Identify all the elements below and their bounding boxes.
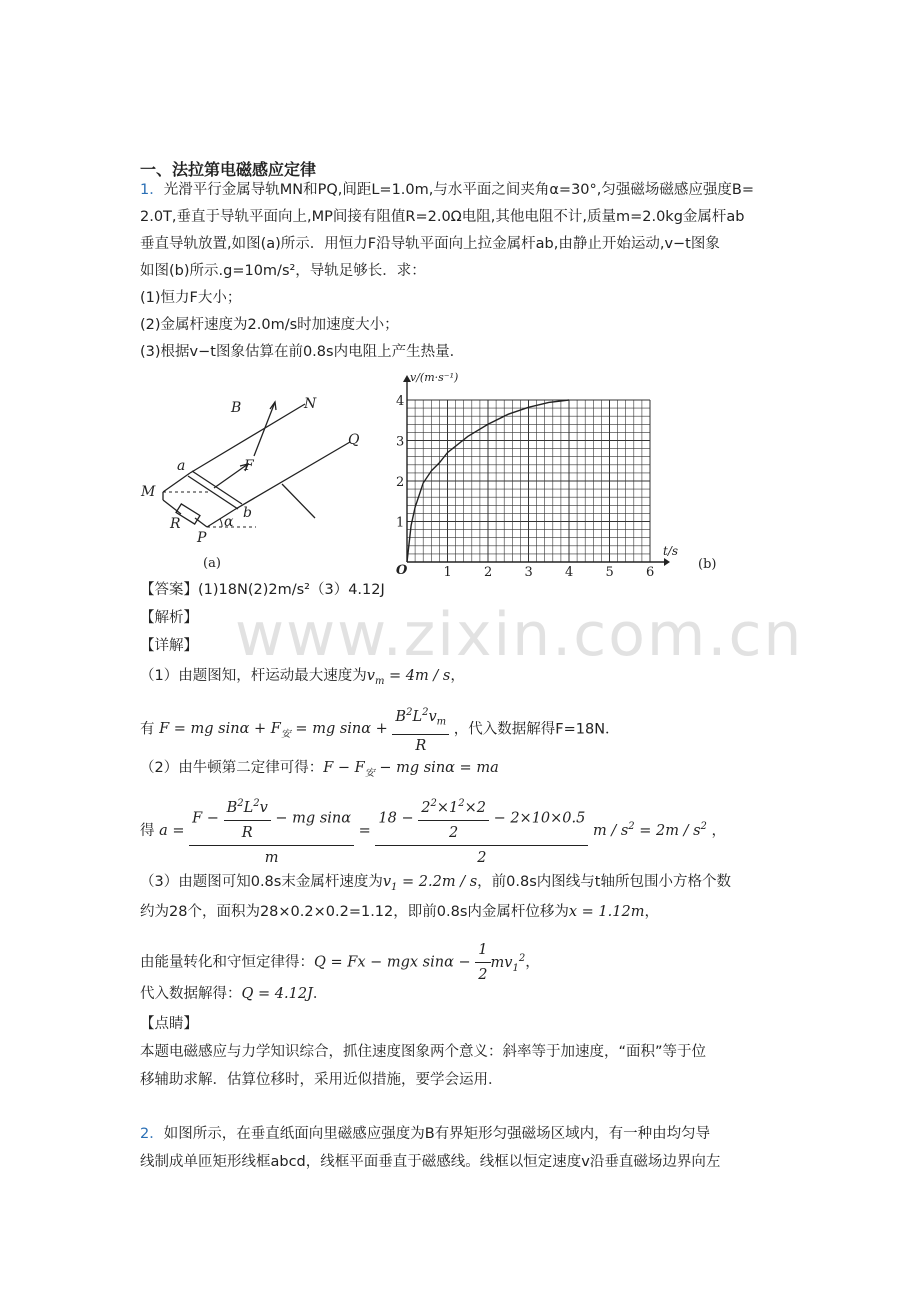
q1-question-1: (1)恒力F大小； [140,290,242,306]
label-N: N [304,396,317,412]
label-F: F [244,458,254,474]
label-a: a [177,458,186,474]
analysis-label: 【解析】 [140,610,198,626]
figure-a [138,380,378,575]
figure-b-chart [380,365,730,580]
x-axis-label: t/s [663,544,679,558]
figure-a-caption: (a) [203,556,221,571]
solution-step-1: （1）由题图知，杆运动最大速度为$v_m = 4m / s$， [140,668,465,687]
q1-line-2: 2.0T,垂直于导轨平面向上,MP间接有阻值R=2.0Ω电阻,其他电阻不计,质量m=2.0kg金属杆ab [140,209,745,225]
formula-v1: $v_1 = 2.2m / s$ [382,874,478,893]
y-tick-label: 4 [396,394,405,409]
formula-Q: Q = 4.12J [241,986,313,1002]
x-tick-label: 4 [565,565,574,580]
solution-step-2: （2）由牛顿第二定律可得：$F - F_安$ − mg sinα = ma [140,760,499,779]
x-axis-arrow [664,558,670,566]
y-axis-label: v/(m·s⁻¹) [410,371,459,384]
x-tick-label: 3 [524,565,533,580]
formula-force: F = mg $\sin\alpha + F_安$ = mg sinα + [159,721,393,741]
q1-line-1: 1．光滑平行金属导轨MN和PQ,间距L=1.0m,与水平面之间夹角α=30°,匀强磁场磁感应强度B= [140,182,754,198]
label-alpha: α [224,514,234,530]
solution-step-1b: 有 F = mg $\sin\alpha + F_安$ = mg sinα + $\frac{B^2L^2v_m}{R}$ ，代入数据解得F=18N． [140,702,620,757]
remark-label: 【点睛】 [140,1016,198,1032]
solution-step-4: 由能量转化和守恒定律得：Q = Fx − mgx sinα − $\frac{1}{2}$ $mv_1^2$， [140,938,540,987]
label-R: R [170,516,181,532]
figure-b-caption: (b) [698,557,717,572]
formula-vm: $v_m = 4m / s$ [366,668,451,687]
remark-line-1: 本题电磁感应与力学知识综合，抓住速度图象两个意义：斜率等于加速度，“面积”等于位 [140,1044,707,1060]
label-P: P [197,530,207,546]
watermark: www.zixin.com.cn [235,600,804,670]
x-tick-label: 6 [646,565,655,580]
x-tick-label: 2 [484,565,493,580]
formula-newton: $F - F_安$ − mg sinα = ma [323,760,499,779]
y-tick-label: 2 [396,475,405,490]
label-B: B [231,400,242,416]
solution-step-3b: 约为28个，面积为28×0.2×0.2=1.12，即前0.8s内金属杆位移为x = 1.12m， [140,904,659,920]
x-tick-label: 5 [605,565,614,580]
section-title: 一、法拉第电磁感应定律 [140,160,317,179]
q1-question-2: (2)金属杆速度为2.0m/s时加速度大小； [140,317,399,333]
solution-step-2b: 得 a = F − $\frac{B^2L^2v}{R}$ − mg sinα m = 18 − $\frac{2^2\times 1^2\times 2}{2}$ − 2×10×0.5 2 $m / s^2 = 2m / s^2$ ， [140,792,726,870]
y-tick-label: 1 [396,515,405,531]
q1-number: 1． [140,182,164,198]
x-tick-label: 1 [443,565,452,580]
solution-step-5: 代入数据解得：Q = 4.12J． [140,986,328,1002]
formula-acceleration: a = [159,822,190,839]
label-b: b [243,505,252,521]
q2-line-1: 2．如图所示，在垂直纸面向里磁感应强度为B有界矩形匀强磁场区域内，有一种由均匀导 [140,1126,711,1142]
remark-line-2: 移辅助求解．估算位移时，采用近似措施，要学会运用． [140,1072,503,1088]
answer-line: 【答案】(1)18N(2)2m/s²（3）4.12J [140,582,385,598]
q1-line-3: 垂直导轨放置,如图(a)所示．用恒力F沿导轨平面向上拉金属杆ab,由静止开始运动,v−t图象 [140,236,720,252]
solution-step-3: （3）由题图可知0.8s末金属杆速度为$v_1 = 2.2m / s$，前0.8s内图线与t轴所包围小方格个数 [140,874,731,893]
label-M: M [141,484,156,500]
y-tick-label: 3 [396,434,405,450]
q2-line-2: 线制成单匝矩形线框abcd，线框平面垂直于磁感线。线框以恒定速度v沿垂直磁场边界向左 [140,1154,721,1170]
origin-label: O [396,563,408,578]
label-Q: Q [348,432,360,448]
q1-line-4: 如图(b)所示.g=10m/s²，导轨足够长．求： [140,263,426,279]
q2-number: 2． [140,1126,164,1142]
q1-question-3: (3)根据v−t图象估算在前0.8s内电阻上产生热量． [140,344,465,360]
formula-force-frac: $\frac{B^2L^2v_m}{R}$ [392,702,449,757]
formula-x: x = 1.12m [568,904,645,920]
formula-energy: Q = Fx − mgx sinα − [314,954,476,971]
detail-label: 【详解】 [140,638,198,654]
